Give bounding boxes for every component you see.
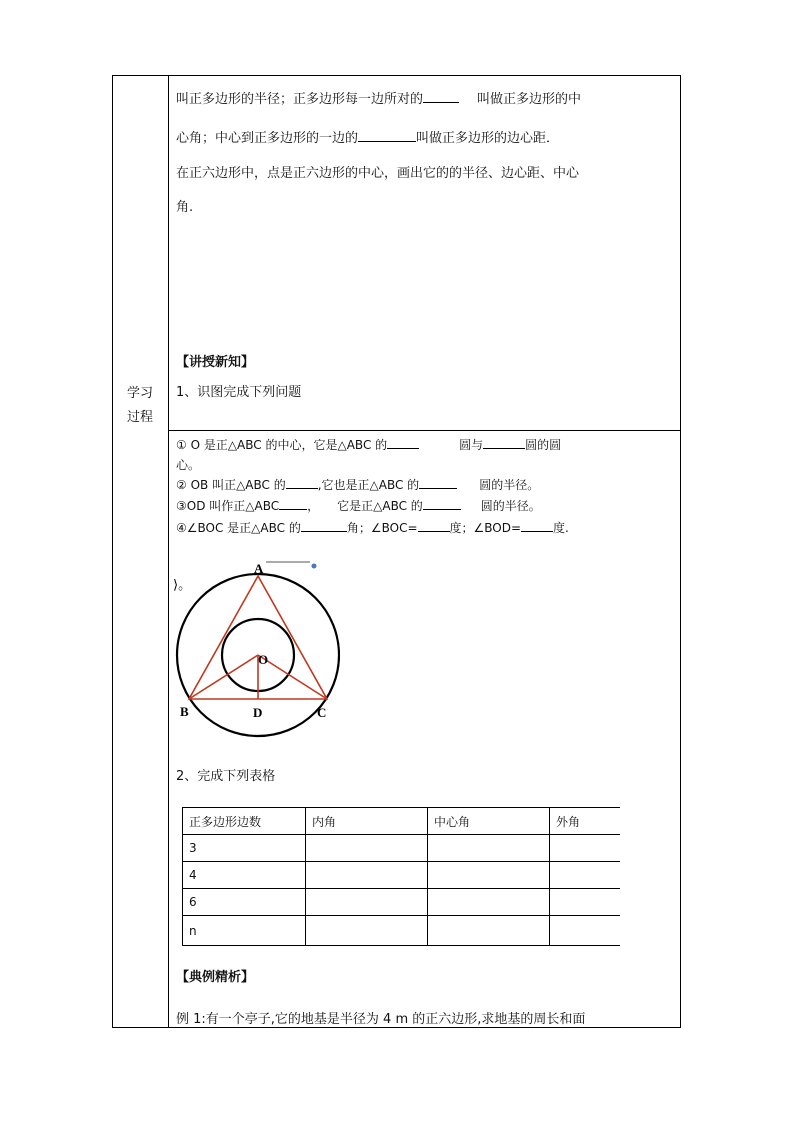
question-2 — [176, 477, 539, 493]
question-4 — [176, 520, 569, 536]
cell-blank[interactable] — [428, 916, 550, 946]
side-label-line-2: 过程 — [126, 410, 153, 425]
row-sides: 3 — [183, 835, 306, 862]
intro-line-4: 角. — [176, 200, 194, 215]
inner-rule — [168, 430, 681, 431]
side-label-line-1: 学习 — [126, 386, 153, 401]
question-3-d: 圆的半径。 — [480, 499, 541, 513]
question-2-a: ② OB 叫正△ABC 的 — [176, 478, 286, 492]
question-3-a: ③OD 叫作正△ABC — [176, 499, 280, 513]
intro-line-2 — [176, 130, 559, 147]
cell-blank[interactable] — [306, 862, 428, 889]
blank — [279, 498, 307, 510]
question-1-b: 圆与 — [459, 438, 484, 452]
question-4-b: 角；∠BOC= — [346, 521, 418, 535]
table-row — [183, 835, 621, 862]
example-1: 例 1:有一个亭子,它的地基是半径为 4 m 的正六边形,求地基的周长和面 — [176, 1012, 586, 1027]
header-sides: 正多边形边数 — [183, 808, 306, 835]
cell-blank[interactable] — [306, 889, 428, 916]
column-divider — [168, 75, 169, 1028]
header-central-angle: 中心角 — [428, 808, 550, 835]
question-3-c: 它是正△ABC 的 — [337, 499, 423, 513]
section-heading-lecture: 【讲授新知】 — [176, 355, 255, 370]
cell-blank[interactable] — [428, 862, 550, 889]
blank — [286, 477, 318, 489]
intro-line-1-a: 叫正多边形的半径；正多边形每一边所对的 — [176, 92, 424, 107]
intro-line-3: 在正六边形中，点是正六边形的中心，画出它的的半径、边心距、中心 — [176, 166, 580, 181]
header-interior-angle: 内角 — [306, 808, 428, 835]
blank — [521, 520, 553, 532]
cell-blank[interactable] — [428, 889, 550, 916]
question-4-d: 度. — [553, 521, 569, 535]
table-header-row — [183, 808, 621, 835]
blank — [423, 91, 459, 103]
header-exterior-angle: 外角 — [550, 808, 621, 835]
blank — [423, 498, 461, 510]
intro-line-1 — [176, 91, 581, 108]
question-2-b: ,它也是正△ABC 的 — [317, 478, 420, 492]
table-row — [183, 862, 621, 889]
question-1 — [176, 437, 561, 453]
cell-blank[interactable] — [428, 835, 550, 862]
label-c: C — [317, 705, 327, 720]
row-sides: 6 — [183, 889, 306, 916]
polygon-table — [182, 807, 620, 946]
question-3 — [176, 498, 541, 514]
section-heading-examples: 【典例精析】 — [176, 970, 255, 985]
blank — [418, 520, 450, 532]
label-a: A — [254, 561, 264, 576]
label-d: D — [253, 705, 263, 720]
intro-line-2-b: 叫做正多边形的边心距． — [416, 131, 560, 146]
question-4-c: 度；∠BOD= — [449, 521, 522, 535]
cell-blank[interactable] — [550, 862, 621, 889]
blank — [483, 437, 525, 449]
table-row — [183, 889, 621, 916]
question-1-c: 圆的圆 — [525, 438, 562, 452]
cell-blank[interactable] — [306, 835, 428, 862]
question-1-cont: 心。 — [176, 458, 201, 472]
question-3-b: ， — [307, 499, 320, 513]
question-2-c: 圆的半径。 — [479, 478, 540, 492]
blank — [419, 477, 457, 489]
triangle-circle-figure — [170, 560, 340, 738]
cell-blank[interactable] — [306, 916, 428, 946]
question-4-a: ④∠BOC 是正△ABC 的 — [176, 521, 301, 535]
cropped-dot — [312, 564, 317, 569]
cell-blank[interactable] — [550, 916, 621, 946]
row-sides: n — [183, 916, 306, 946]
blank — [387, 437, 419, 449]
side-label — [112, 382, 168, 430]
question-1-a: ① O 是正△ABC 的中心，它是△ABC 的 — [176, 438, 388, 452]
blank — [358, 130, 416, 142]
cell-blank[interactable] — [550, 835, 621, 862]
task-2: 2、完成下列表格 — [176, 769, 276, 784]
intro-line-1-b: 叫做正多边形的中 — [477, 92, 582, 107]
intro-line-2-a: 心角；中心到正多边形的一边的 — [176, 131, 359, 146]
label-b: B — [180, 704, 189, 719]
table-row — [183, 916, 621, 946]
cell-blank[interactable] — [550, 889, 621, 916]
blank — [301, 520, 347, 532]
row-sides: 4 — [183, 862, 306, 889]
figure-fragment: ⟩。 — [173, 578, 192, 593]
label-o: O — [258, 652, 269, 667]
task-1: 1、识图完成下列问题 — [176, 385, 302, 400]
